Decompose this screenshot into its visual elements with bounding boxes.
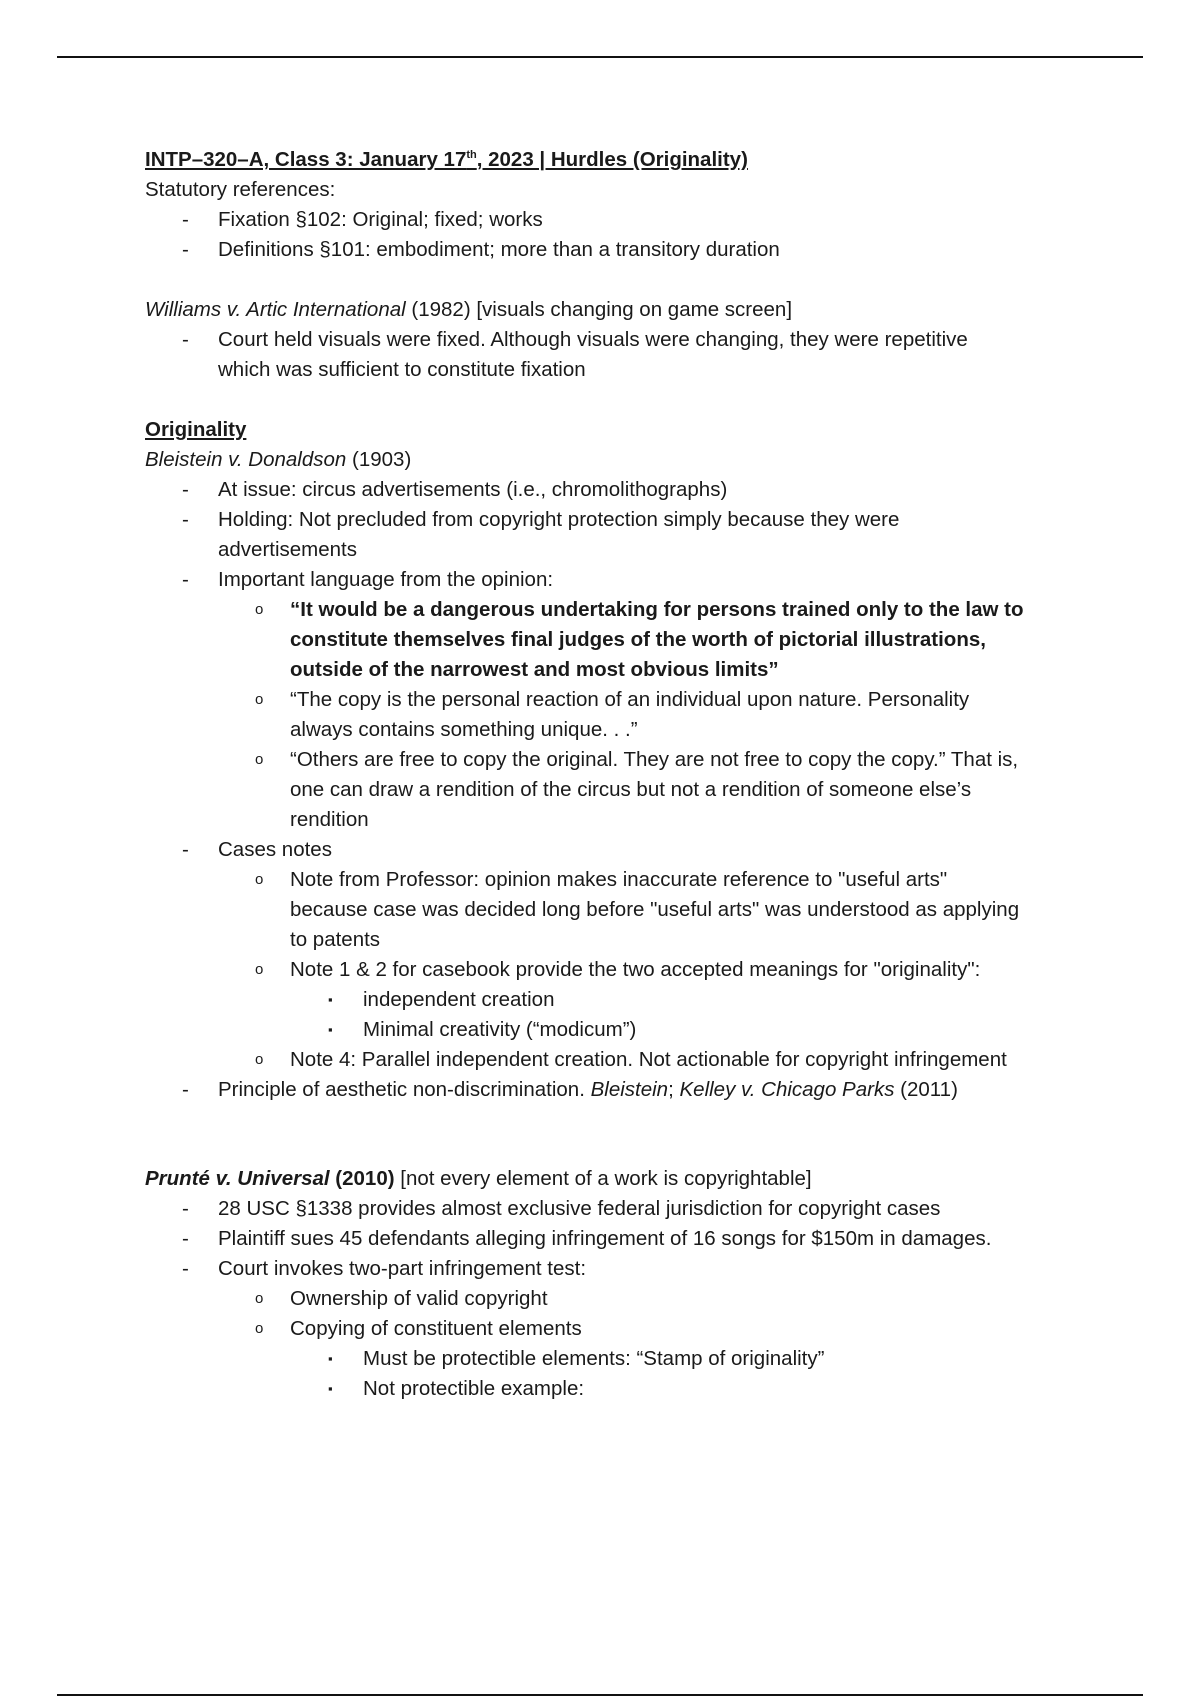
- dash-marker: -: [182, 1078, 189, 1101]
- quote-continuation: outside of the narrowest and most obvious limits”: [290, 658, 779, 681]
- circle-marker: o: [255, 751, 264, 768]
- statutory-label: Statutory references:: [145, 178, 336, 201]
- note-item: o Note 1 & 2 for casebook provide the two accepted meanings for "originality":: [145, 955, 1105, 985]
- page-title: INTP–320–A, Class 3: January 17th, 2023 | Hurdles (Originality): [145, 148, 748, 171]
- note-item: o Note from Professor: opinion makes inaccurate reference to "useful arts": [145, 865, 1105, 895]
- square-marker: ▪: [328, 1351, 333, 1366]
- case-heading-williams: Williams v. Artic International (1982) [visuals changing on game screen]: [145, 298, 793, 321]
- test-item: o Ownership of valid copyright: [145, 1284, 1105, 1314]
- dash-marker: -: [182, 208, 189, 231]
- list-item-continuation: which was sufficient to constitute fixation: [218, 358, 586, 381]
- list-item: - Plaintiff sues 45 defendants alleging infringement of 16 songs for $150m in damages.: [145, 1224, 1105, 1254]
- note-continuation: because case was decided long before "useful arts" was understood as applying: [290, 898, 1020, 921]
- list-item: - Cases notes: [145, 835, 1105, 865]
- list-item: - Definitions §101: embodiment; more than a transitory duration: [145, 235, 1105, 265]
- quote-continuation: always contains something unique. . .”: [290, 718, 638, 741]
- list-item: - At issue: circus advertisements (i.e., chromolithographs): [145, 475, 1105, 505]
- list-item: - Important language from the opinion:: [145, 565, 1105, 595]
- square-marker: ▪: [328, 1022, 333, 1037]
- circle-marker: o: [255, 871, 264, 888]
- dash-marker: -: [182, 1257, 189, 1280]
- meaning-item: ▪ Minimal creativity (“modicum”): [145, 1015, 1105, 1045]
- case-heading-bleistein: Bleistein v. Donaldson (1903): [145, 448, 412, 471]
- quote-continuation: rendition: [290, 808, 369, 831]
- meaning-item: ▪ independent creation: [145, 985, 1105, 1015]
- circle-marker: o: [255, 691, 264, 708]
- test-item: o Copying of constituent elements: [145, 1314, 1105, 1344]
- list-item-continuation: advertisements: [218, 538, 358, 561]
- square-marker: ▪: [328, 992, 333, 1007]
- list-item: - Court invokes two-part infringement test:: [145, 1254, 1105, 1284]
- top-rule: [57, 56, 1143, 58]
- circle-marker: o: [255, 1051, 264, 1068]
- section-title-originality: Originality: [145, 418, 247, 441]
- list-item: - Holding: Not precluded from copyright protection simply because they were: [145, 505, 1105, 535]
- quote-item: o “It would be a dangerous undertaking for persons trained only to the law to: [145, 595, 1105, 625]
- note-continuation: to patents: [290, 928, 381, 951]
- circle-marker: o: [255, 601, 264, 618]
- dash-marker: -: [182, 238, 189, 261]
- dash-marker: -: [182, 1227, 189, 1250]
- sub-item: ▪ Must be protectible elements: “Stamp of originality”: [145, 1344, 1105, 1374]
- sub-item: ▪ Not protectible example:: [145, 1374, 1105, 1404]
- dash-marker: -: [182, 568, 189, 591]
- circle-marker: o: [255, 1320, 264, 1337]
- case-heading-prunte: Prunté v. Universal (2010) [not every element of a work is copyrightable]: [145, 1167, 812, 1190]
- quote-item: o “Others are free to copy the original. They are not free to copy the copy.” That is,: [145, 745, 1105, 775]
- list-item: - 28 USC §1338 provides almost exclusive federal jurisdiction for copyright cases: [145, 1194, 1105, 1224]
- circle-marker: o: [255, 961, 264, 978]
- document-body: [145, 145, 1105, 1404]
- list-item: - Fixation §102: Original; fixed; works: [145, 205, 1105, 235]
- circle-marker: o: [255, 1290, 264, 1307]
- dash-marker: -: [182, 508, 189, 531]
- list-item: - Principle of aesthetic non-discrimination. Bleistein; Kelley v. Chicago Parks (2011): [145, 1075, 1105, 1105]
- dash-marker: -: [182, 478, 189, 501]
- list-item: - Court held visuals were fixed. Although visuals were changing, they were repetitive: [145, 325, 1105, 355]
- dash-marker: -: [182, 328, 189, 351]
- dash-marker: -: [182, 1197, 189, 1220]
- dash-marker: -: [182, 838, 189, 861]
- square-marker: ▪: [328, 1381, 333, 1396]
- quote-continuation: constitute themselves final judges of the worth of pictorial illustrations,: [290, 628, 986, 651]
- bottom-rule: [57, 1694, 1143, 1696]
- quote-item: o “The copy is the personal reaction of an individual upon nature. Personality: [145, 685, 1105, 715]
- quote-continuation: one can draw a rendition of the circus but not a rendition of someone else’s: [290, 778, 972, 801]
- note-item: o Note 4: Parallel independent creation. Not actionable for copyright infringement: [145, 1045, 1105, 1075]
